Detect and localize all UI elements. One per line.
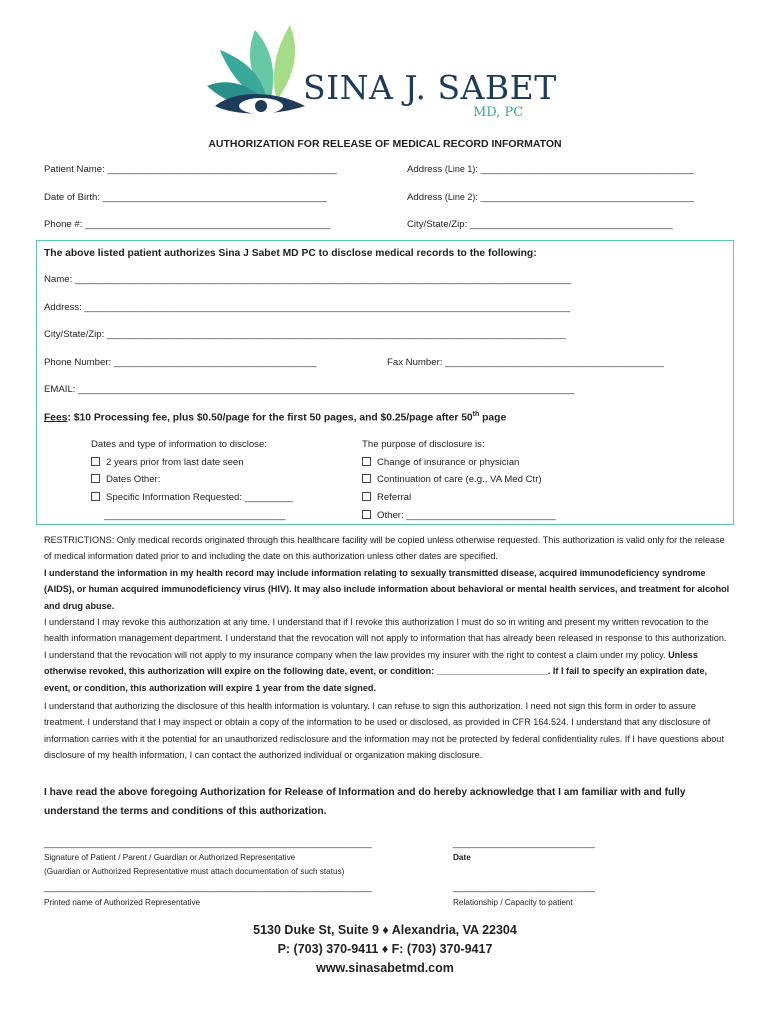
purpose-heading: The purpose of disclosure is: (362, 439, 485, 450)
leaf-eye-icon (205, 20, 315, 115)
disclose-option-3[interactable] (91, 492, 293, 503)
disclose-option-2[interactable] (91, 474, 160, 485)
recipient-phone-field[interactable]: Phone Number: ______________________________________ (44, 357, 317, 368)
restrictions-paragraph (44, 532, 730, 614)
restrictions-text: RESTRICTIONS: Only medical records originated through this healthcare facility will be copied unless otherwise requested. This authorization is valid only for the release of medical information dated prior to and including the date on this authorization unless other dates are specified. (44, 535, 725, 562)
signature-label: Signature of Patient / Parent / Guardian or Authorized Representative (44, 853, 296, 862)
revocation-paragraph (44, 614, 730, 696)
disclose-option-1[interactable] (91, 457, 244, 468)
signature-line[interactable]: ___________________________________________________________________ (44, 838, 372, 848)
purpose-option-1[interactable] (362, 457, 519, 468)
relationship-label: Relationship / Capacity to patient (453, 898, 573, 907)
fees-line (44, 411, 506, 423)
address-line2-field[interactable] (407, 192, 694, 203)
purpose-option-4[interactable] (362, 510, 556, 521)
city-state-zip-field[interactable]: City/State/Zip: ______________________________________ (407, 219, 673, 230)
logo (205, 20, 557, 120)
signature-note: (Guardian or Authorized Representative must attach documentation of such status) (44, 867, 345, 876)
checkbox[interactable] (362, 457, 371, 466)
checkbox[interactable] (362, 492, 371, 501)
checkbox[interactable] (91, 474, 100, 483)
checkbox[interactable] (91, 492, 100, 501)
patient-name-field[interactable]: Patient Name: ___________________________________________ (44, 164, 337, 175)
fees-label: Fees (44, 412, 68, 424)
option-label: Other: ____________________________ (377, 510, 556, 521)
checkbox[interactable] (362, 474, 371, 483)
acknowledge-text: I have read the above foregoing Authorization for Release of Information and do hereby acknowledge that I am familiar with and fully understand the terms and conditions of this authorization. (44, 787, 686, 817)
recipient-heading: The above listed patient authorizes Sina J Sabet MD PC to disclose medical records to the following: (44, 248, 537, 259)
option-label: Dates Other: (106, 474, 161, 485)
checkbox[interactable] (362, 510, 371, 519)
printed-name-label: Printed name of Authorized Representative (44, 898, 201, 907)
address-line2-label: Address (407, 192, 443, 203)
document-title: AUTHORIZATION FOR RELEASE OF MEDICAL RECORD INFORMATON (208, 138, 562, 150)
recipient-name-field[interactable]: Name: _____________________________________________________________________________________________ (44, 274, 572, 285)
printed-name-line[interactable]: ___________________________________________________________________ (44, 882, 372, 892)
disclose-extra-line[interactable]: __________________________________ (104, 510, 286, 521)
restrictions-bold-text: I understand the information in my health record may include information relating to sexually transmitted disease, acquired immunodeficiency syndrome (AIDS), or human acquired immunodeficiency virus (HIV). It may also include information about behavioral or mental health services, and treatment for alcohol and drug abuse. (44, 567, 730, 611)
fees-sup: th (472, 411, 480, 418)
option-label: Specific Information Requested: _________ (106, 492, 293, 503)
date-line[interactable]: _____________________________ (453, 838, 595, 848)
revocation-text: I understand I may revoke this authorization at any time. I understand that if I revoke this authorization I must do so in writing and present my written revocation to the health information management department. I understand that the revocation will not apply to information that has already been released in response to this authorization. I understand that the revocation will not apply to my insurance company when the law provides my insurer with the right to contest a claim under my policy. (44, 617, 727, 660)
checkbox[interactable] (91, 457, 100, 466)
recipient-fax-field[interactable]: Fax Number: _________________________________________ (387, 357, 664, 368)
date-label: Date (453, 853, 471, 862)
dob-field[interactable]: Date of Birth: __________________________________________ (44, 192, 327, 203)
address-line1-small: (Line 1): (444, 164, 478, 174)
footer-address: 5130 Duke St, Suite 9 ♦ Alexandria, VA 22304 (253, 923, 517, 937)
recipient-email-field[interactable]: EMAIL: _____________________________________________________________________________________________ (44, 384, 575, 395)
footer-phone: P: (703) 370-9411 ♦ F: (703) 370-9417 (277, 942, 493, 956)
logo-name: SINA J. SABET (303, 68, 557, 107)
disclose-heading: Dates and type of information to disclose: (91, 439, 267, 450)
recipient-address-field[interactable]: Address: ___________________________________________________________________________________________ (44, 302, 571, 313)
option-label: Referral (377, 492, 412, 503)
option-label: Change of insurance or physician (377, 457, 520, 468)
purpose-option-2[interactable] (362, 474, 542, 485)
footer-website[interactable]: www.sinasabetmd.com (316, 961, 454, 975)
option-label: 2 years prior from last date seen (106, 457, 244, 468)
expiration-text: Unless otherwise revoked, this authorization will expire on the following date, event, or condition: ______________________. If I fail to specify an expiration date, event, or condition, this authorization will expire 1 year from the date signed. (44, 649, 708, 693)
address-line1-line: ________________________________________ (480, 164, 695, 175)
address-line2-line: ________________________________________ (480, 192, 695, 203)
logo-sub: MD, PC (473, 105, 524, 120)
purpose-option-3[interactable] (362, 492, 411, 503)
voluntary-paragraph (44, 698, 730, 764)
voluntary-text: I understand that authorizing the disclosure of this health information is voluntary. I can refuse to sign this authorization. I need not sign this form in order to assure treatment. I understand that I may inspect or obtain a copy of the information to be used or disclosed, as provided in CFR 164.524. I understand that any disclosure of information carries with it the potential for an unauthorized redisclosure and the information may not be protected by federal confidentiality rules. If I have questions about disclosure of my health information, I can contact the authorized individual or organization making disclosure. (44, 701, 724, 761)
fees-tail: page (479, 412, 507, 424)
option-label: Continuation of care (e.g., VA Med Ctr) (377, 474, 542, 485)
address-line1-field[interactable] (407, 164, 694, 175)
relationship-line[interactable]: _____________________________ (453, 882, 595, 892)
address-line2-small: (Line 2): (444, 192, 478, 202)
fees-text: : $10 Processing fee, plus $0.50/page for the first 50 pages, and $0.25/page after 50 (67, 412, 473, 424)
recipient-city-field[interactable]: City/State/Zip: ______________________________________________________________________________________ (44, 329, 566, 340)
address-line1-label: Address (407, 164, 443, 175)
phone-field[interactable]: Phone #: ______________________________________________ (44, 219, 331, 230)
